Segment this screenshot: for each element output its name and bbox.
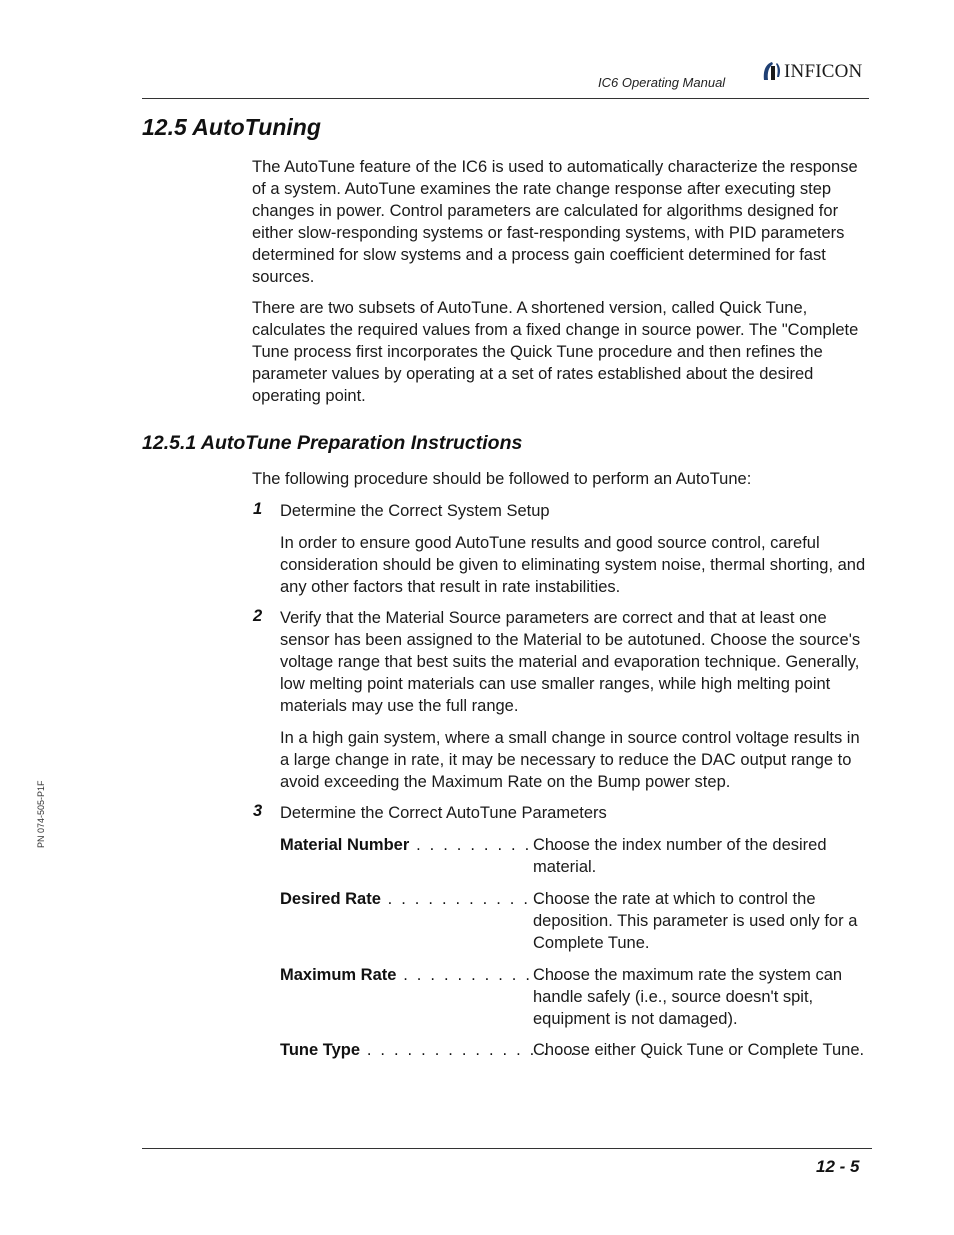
manual-title: IC6 Operating Manual: [598, 75, 726, 90]
step-2-text: Verify that the Material Source parameters are correct and that at least one sensor has been assigned to the Material to be autotuned. Choose the source's voltage range that best suits the material and evaporation technique. Generally, low melting point materials can use smaller ranges, while high melting point materials may use the full range.: [280, 609, 861, 715]
section-title: 12.5 AutoTuning: [142, 114, 321, 140]
section-paragraph-2: There are two subsets of AutoTune. A shortened version, called Quick Tune, calculates the required values from a fixed change in source power. The "Complete Tune process first incorporates the Quick Tune procedure and then refines the parameter values by operating at a set of rates established about the desired operating point.: [252, 299, 859, 405]
subsection-title: 12.5.1 AutoTune Preparation Instructions: [142, 432, 523, 454]
page-number: 12 - 5: [816, 1157, 860, 1176]
step-number-2: 2: [253, 607, 263, 625]
param-def-material-number: Choose the index number of the desired material.: [533, 836, 827, 876]
step-2-detail: In a high gain system, where a small change in source control voltage results in a large change in rate, it may be necessary to reduce the DAC output range to avoid exceeding the Maximum Rate on the Bump power step.: [280, 729, 860, 791]
param-term-maximum-rate: Maximum Rate . . . . . . . . . . . . .: [280, 966, 573, 984]
header-rule: [142, 98, 869, 99]
inficon-logo: [760, 60, 862, 84]
inficon-logo-icon: [760, 60, 782, 84]
param-term-desired-rate: Desired Rate . . . . . . . . . . . . . . .: [280, 890, 585, 908]
step-3-text: Determine the Correct AutoTune Parameters: [280, 804, 607, 822]
procedure-intro: The following procedure should be followed to perform an AutoTune:: [252, 470, 752, 488]
section-paragraph-1: The AutoTune feature of the IC6 is used to automatically characterize the response of a system. AutoTune examines the rate change response after executing step changes in power. Control parameters are calculated for algorithms designed for either slow-responding systems or fast-responding systems, with PID parameters determined for slow systems and a process gain coefficient determined for fast sources.: [252, 158, 858, 286]
param-def-maximum-rate: Choose the maximum rate the system can handle safely (i.e., source doesn't spit, equipment is not damaged).: [533, 966, 843, 1028]
param-term-material-number: Material Number . . . . . . . . . . . .: [280, 836, 573, 854]
step-number-1: 1: [253, 500, 263, 518]
param-term-tune-type: Tune Type . . . . . . . . . . . . . . . . .: [280, 1041, 591, 1059]
param-def-desired-rate: Choose the rate at which to control the deposition. This parameter is used only for a Complete Tune.: [533, 890, 858, 952]
footer-rule: [142, 1148, 872, 1149]
param-def-tune-type: Choose either Quick Tune or Complete Tune.: [533, 1041, 865, 1059]
step-1-detail: In order to ensure good AutoTune results and good source control, careful consideration should be given to eliminating system noise, thermal shorting, and any other factors that result in rate instabilities.: [280, 534, 866, 596]
step-1-text: Determine the Correct System Setup: [280, 502, 550, 520]
step-number-3: 3: [253, 802, 263, 820]
logo-text: INFICON: [784, 61, 863, 82]
part-number-side-text: PN 074-505-P1F: [36, 780, 46, 848]
